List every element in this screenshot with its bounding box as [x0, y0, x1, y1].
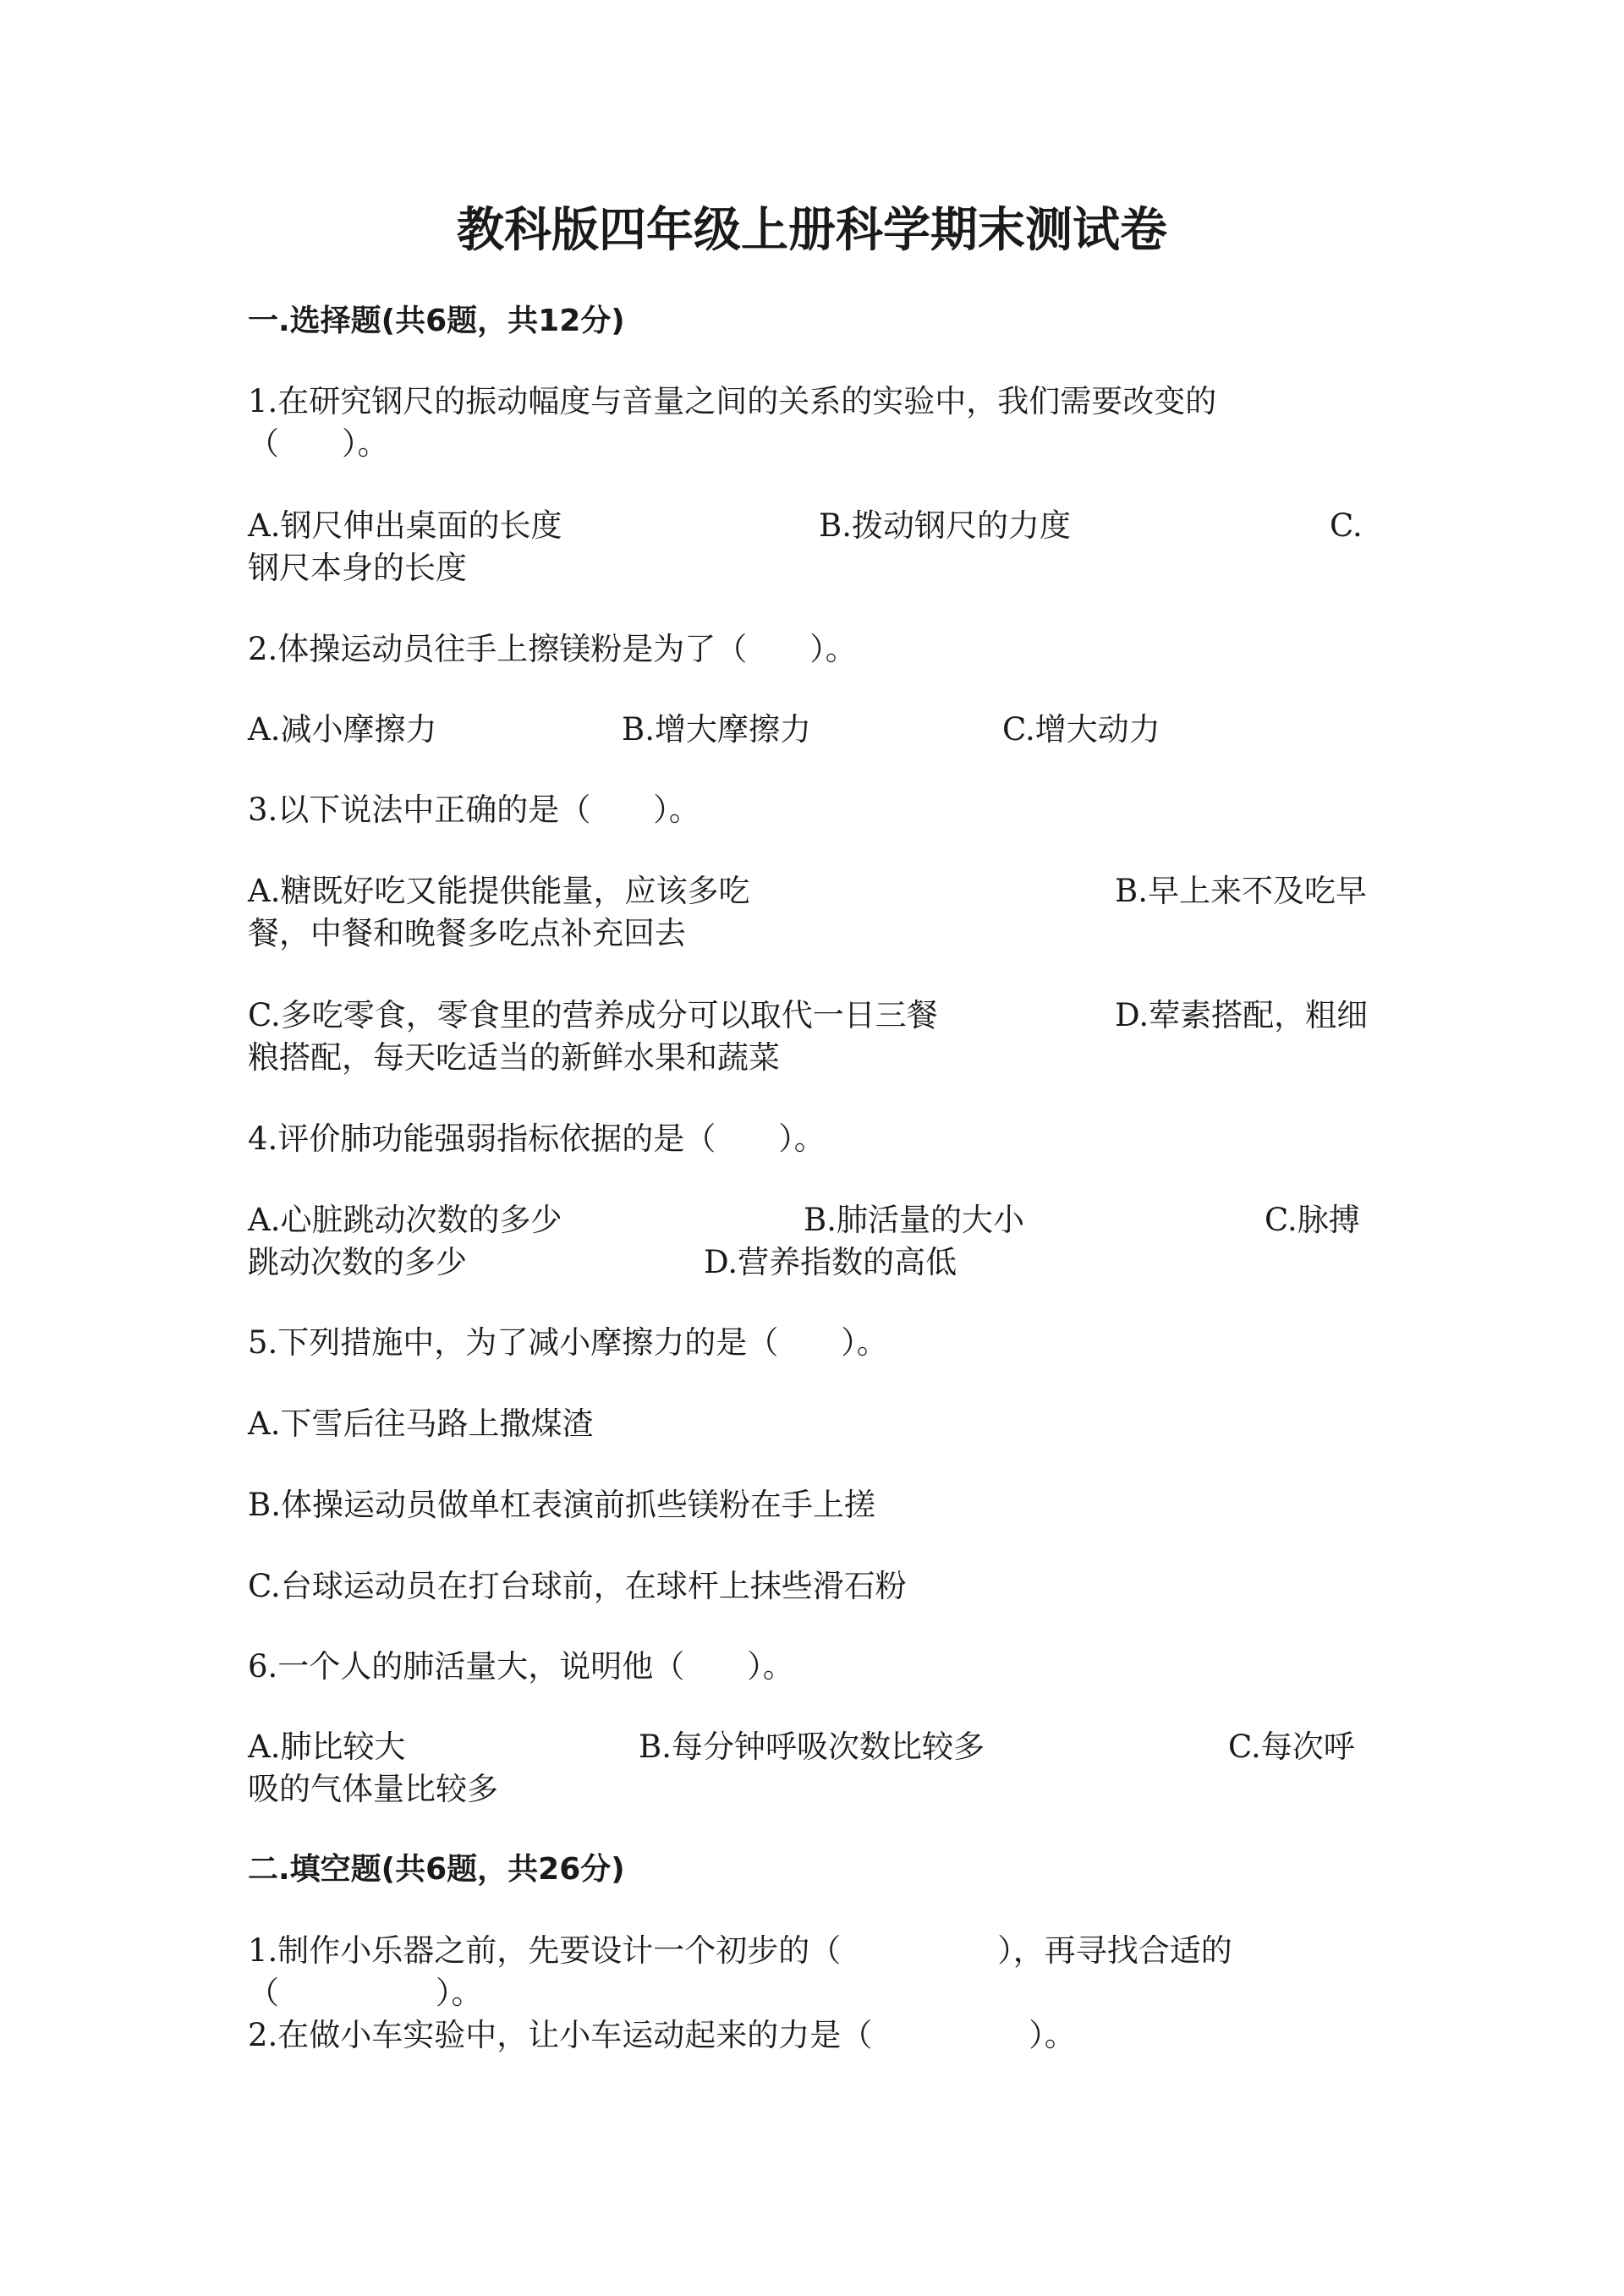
exam-title: 教科版四年级上册科学期末测试卷: [457, 203, 1167, 258]
q1-option-a: A.钢尺伸出桌面的长度: [248, 507, 562, 544]
q4-option-d: D.营养指数的高低: [704, 1244, 957, 1280]
q3-option-c: C.多吃零食，零食里的营养成分可以取代一日三餐: [248, 997, 938, 1033]
q1-stem-line1: 1.在研究钢尺的振动幅度与音量之间的关系的实验中，我们需要改变的: [248, 383, 1217, 419]
q4-option-a: A.心脏跳动次数的多少: [248, 1202, 562, 1238]
q2-option-a: A.减小摩擦力: [248, 711, 437, 748]
q3-option-b-head: B.早上来不及吃早: [1115, 873, 1367, 909]
q4-option-b: B.肺活量的大小: [804, 1202, 1024, 1238]
q6-option-a: A.肺比较大: [248, 1729, 406, 1765]
q6-option-c-head: C.每次呼: [1228, 1729, 1355, 1765]
q5-stem: 5.下列措施中，为了减小摩擦力的是（ ）。: [248, 1324, 888, 1361]
q4-stem: 4.评价肺功能强弱指标依据的是（ ）。: [248, 1121, 826, 1157]
q1-option-b: B.拨动钢尺的力度: [819, 507, 1071, 544]
q2-option-c: C.增大动力: [1002, 711, 1160, 748]
fill-q2-stem: 2.在做小车实验中，让小车运动起来的力是（ ）。: [248, 2017, 1076, 2053]
q1-option-c-head: C.: [1330, 507, 1363, 544]
q2-option-b: B.增大摩擦力: [622, 711, 811, 748]
q1-stem-line2: （ ）。: [248, 425, 389, 462]
q6-option-b: B.每分钟呼吸次数比较多: [639, 1729, 985, 1765]
q3-stem: 3.以下说法中正确的是（ ）。: [248, 792, 700, 828]
fill-q1-line1: 1.制作小乐器之前，先要设计一个初步的（ ），再寻找合适的: [248, 1932, 1232, 1969]
q3-option-d-head: D.荤素搭配，粗细: [1115, 997, 1369, 1033]
q4-option-c-head: C.脉搏: [1265, 1202, 1360, 1238]
q6-option-c-tail: 吸的气体量比较多: [248, 1771, 498, 1807]
q4-option-c-tail: 跳动次数的多少: [248, 1244, 467, 1280]
q5-option-c: C.台球运动员在打台球前，在球杆上抹些滑石粉: [248, 1568, 907, 1604]
q5-option-a: A.下雪后往马路上撒煤渣: [248, 1406, 594, 1442]
q3-option-a: A.糖既好吃又能提供能量，应该多吃: [248, 873, 750, 909]
q3-option-d-tail: 粮搭配，每天吃适当的新鲜水果和蔬菜: [248, 1039, 780, 1076]
q3-option-b-tail: 餐，中餐和晚餐多吃点补充回去: [248, 915, 686, 951]
q2-stem: 2.体操运动员往手上擦镁粉是为了（ ）。: [248, 631, 857, 667]
q5-option-b: B.体操运动员做单杠表演前抓些镁粉在手上搓: [248, 1487, 875, 1523]
fill-q1-line2: （ ）。: [248, 1975, 483, 2011]
q6-stem: 6.一个人的肺活量大，说明他（ ）。: [248, 1648, 794, 1685]
section1-heading: 一.选择题(共6题，共12分): [248, 304, 625, 338]
section2-heading: 二.填空题(共6题，共26分): [248, 1852, 625, 1887]
q1-option-c-tail: 钢尺本身的长度: [248, 550, 467, 586]
